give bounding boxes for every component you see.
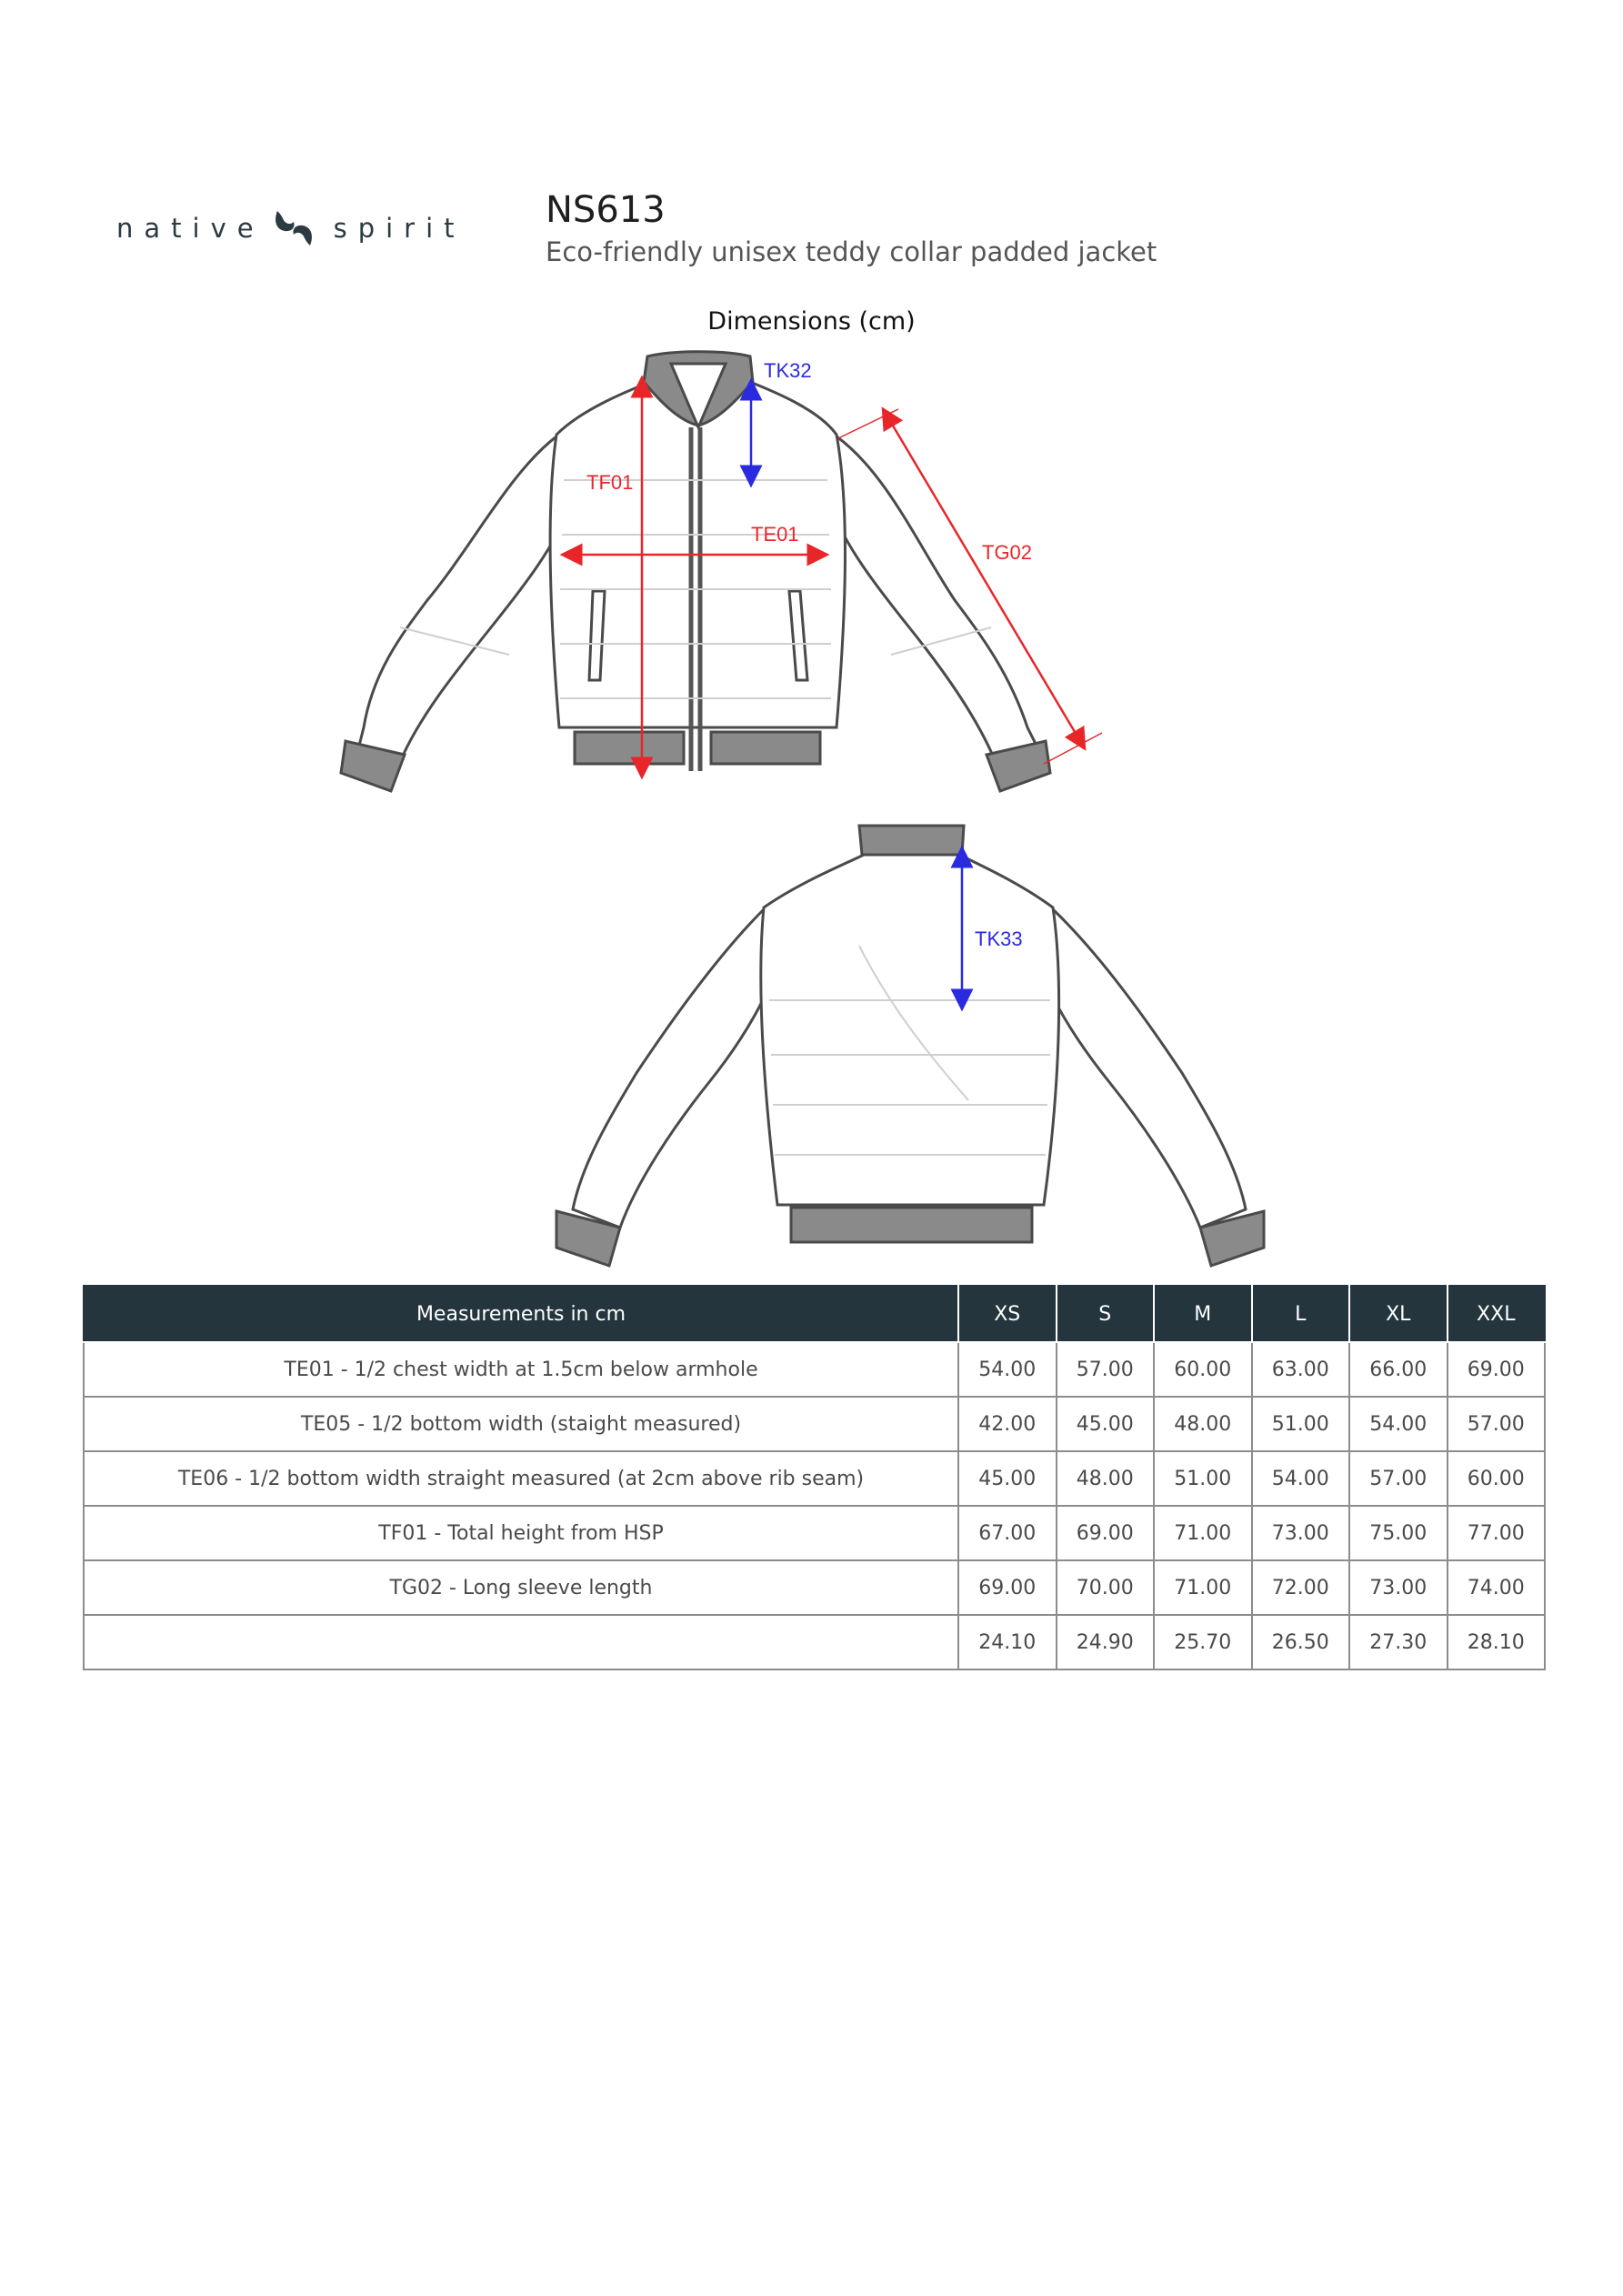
value-cell: 54.00 — [1349, 1397, 1448, 1451]
style-code: NS613 — [546, 189, 666, 231]
tg02-label: TG02 — [982, 541, 1033, 564]
row-label: TE05 - 1/2 bottom width (staight measured) — [84, 1397, 958, 1451]
value-cell: 60.00 — [1154, 1342, 1252, 1397]
value-cell: 69.00 — [1057, 1506, 1155, 1560]
product-name: Eco-friendly unisex teddy collar padded jacket — [546, 236, 1157, 267]
value-cell: 71.00 — [1154, 1506, 1252, 1560]
value-cell: 74.00 — [1448, 1560, 1546, 1615]
value-cell: 48.00 — [1154, 1397, 1252, 1451]
value-cell: 60.00 — [1448, 1451, 1546, 1506]
table-row — [84, 1451, 1545, 1506]
tk32-label: TK32 — [764, 359, 812, 382]
row-label — [84, 1615, 958, 1669]
table-row — [84, 1342, 1545, 1397]
value-cell: 73.00 — [1349, 1560, 1448, 1615]
value-cell: 66.00 — [1349, 1342, 1448, 1397]
table-row — [84, 1506, 1545, 1560]
value-cell: 57.00 — [1057, 1342, 1155, 1397]
tf01-label: TF01 — [586, 471, 634, 494]
tk33-label: TK33 — [975, 927, 1023, 950]
value-cell: 57.00 — [1448, 1397, 1546, 1451]
value-cell: 24.90 — [1057, 1615, 1155, 1669]
table-header-row — [84, 1286, 1545, 1342]
value-cell: 51.00 — [1252, 1397, 1350, 1451]
row-label: TE01 - 1/2 chest width at 1.5cm below armhole — [84, 1342, 958, 1397]
header-cell: L — [1252, 1286, 1350, 1342]
logo-text-right: spirit — [333, 213, 466, 244]
value-cell: 28.10 — [1448, 1615, 1546, 1669]
value-cell: 72.00 — [1252, 1560, 1350, 1615]
value-cell: 42.00 — [958, 1397, 1057, 1451]
logo-text-left: native — [116, 213, 265, 244]
value-cell: 63.00 — [1252, 1342, 1350, 1397]
jacket-front-view — [341, 352, 1050, 791]
value-cell: 27.30 — [1349, 1615, 1448, 1669]
header-cell: S — [1057, 1286, 1155, 1342]
diagram-title: Dimensions (cm) — [707, 307, 916, 336]
value-cell: 54.00 — [1252, 1451, 1350, 1506]
value-cell: 51.00 — [1154, 1451, 1252, 1506]
value-cell: 26.50 — [1252, 1615, 1350, 1669]
value-cell: 45.00 — [1057, 1397, 1155, 1451]
value-cell: 45.00 — [958, 1451, 1057, 1506]
value-cell: 25.70 — [1154, 1615, 1252, 1669]
table-row — [84, 1615, 1545, 1669]
value-cell: 73.00 — [1252, 1506, 1350, 1560]
header-cell: Measurements in cm — [84, 1286, 958, 1342]
value-cell: 54.00 — [958, 1342, 1057, 1397]
value-cell: 57.00 — [1349, 1451, 1448, 1506]
table-row — [84, 1397, 1545, 1451]
header-cell: XXL — [1448, 1286, 1546, 1342]
value-cell: 71.00 — [1154, 1560, 1252, 1615]
value-cell: 69.00 — [1448, 1342, 1546, 1397]
value-cell: 24.10 — [958, 1615, 1057, 1669]
row-label: TE06 - 1/2 bottom width straight measured (at 2cm above rib seam) — [84, 1451, 958, 1506]
value-cell: 48.00 — [1057, 1451, 1155, 1506]
value-cell: 75.00 — [1349, 1506, 1448, 1560]
value-cell: 67.00 — [958, 1506, 1057, 1560]
row-label: TG02 - Long sleeve length — [84, 1560, 958, 1615]
jacket-back-view — [556, 826, 1264, 1266]
table-row — [84, 1560, 1545, 1615]
size-chart-table — [83, 1285, 1546, 1670]
header-cell: XS — [958, 1286, 1057, 1342]
value-cell: 77.00 — [1448, 1506, 1546, 1560]
te01-label: TE01 — [751, 523, 799, 546]
header-cell: M — [1154, 1286, 1252, 1342]
row-label: TF01 - Total height from HSP — [84, 1506, 958, 1560]
value-cell: 70.00 — [1057, 1560, 1155, 1615]
value-cell: 69.00 — [958, 1560, 1057, 1615]
header-cell: XL — [1349, 1286, 1448, 1342]
